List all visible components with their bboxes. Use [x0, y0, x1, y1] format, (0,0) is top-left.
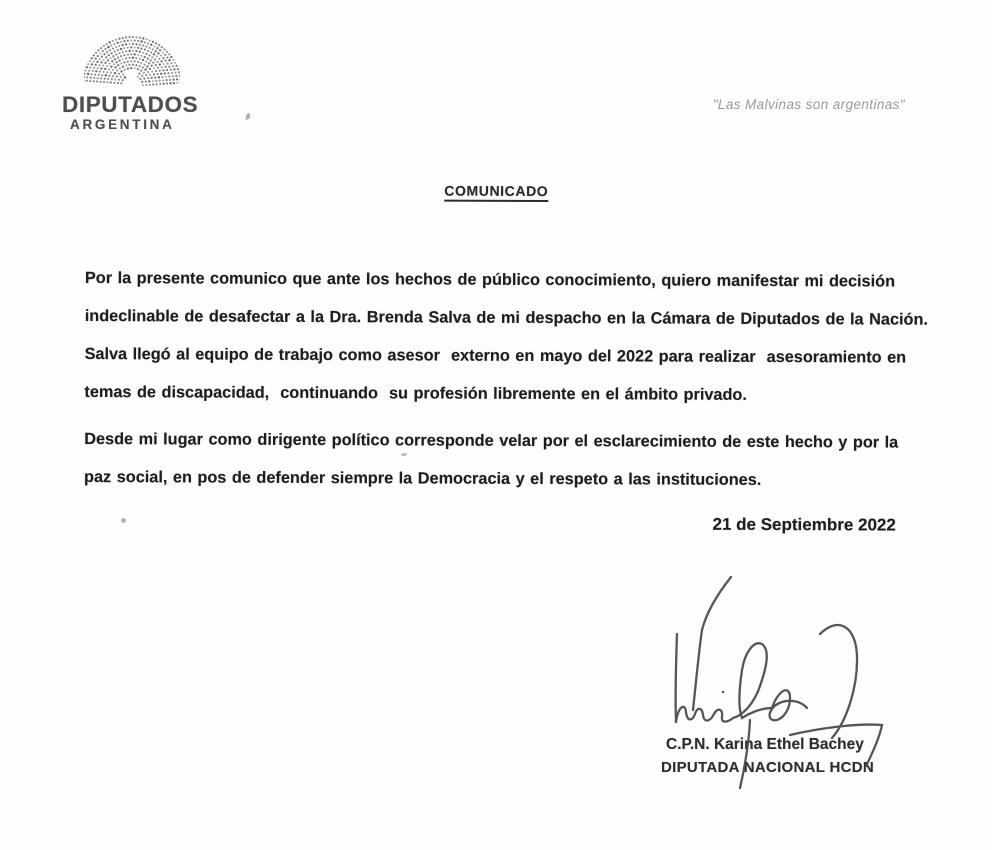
paragraph-line: Salva llegó al equipo de trabajo como asesor externo en mayo del 2022 para realizar asesoramiento en: [84, 344, 907, 367]
paragraph-line: paz social, en pos de defender siempre la Democracia y el respeto a las instituciones.: [84, 467, 762, 489]
signer-name: C.P.N. Karina Ethel Bachey: [666, 736, 864, 753]
scan-artifact: [121, 518, 126, 523]
paragraph-2: [84, 420, 944, 500]
paragraph-1: [84, 259, 945, 415]
document-date: 21 de Septiembre 2022: [712, 514, 896, 535]
paragraph-line: Por la presente comunico que ante los hechos de público conocimiento, quiero manifestar mi decisión: [84, 268, 896, 291]
document-title-row: [0, 181, 992, 204]
paragraph-line: indeclinable de desafectar a la Dra. Brenda Salva de mi despacho en la Cámara de Diputados de la Nación.: [84, 306, 929, 329]
letter-text: [84, 259, 945, 500]
logo-org-subtitle: ARGENTINA: [70, 117, 175, 132]
paragraph-line: Desde mi lugar como dirigente político corresponde velar por el esclarecimiento de este hecho y por la: [84, 429, 899, 452]
logo-org-name: DIPUTADOS: [62, 92, 199, 117]
malvinas-motto: "Las Malvinas son argentinas": [712, 97, 905, 112]
paragraph-line: temas de discapacidad, continuando su profesión libremente en el ámbito privado.: [84, 382, 747, 404]
document-title: COMUNICADO: [444, 183, 548, 202]
signer-title: DIPUTADA NACIONAL HCDN: [661, 759, 874, 776]
